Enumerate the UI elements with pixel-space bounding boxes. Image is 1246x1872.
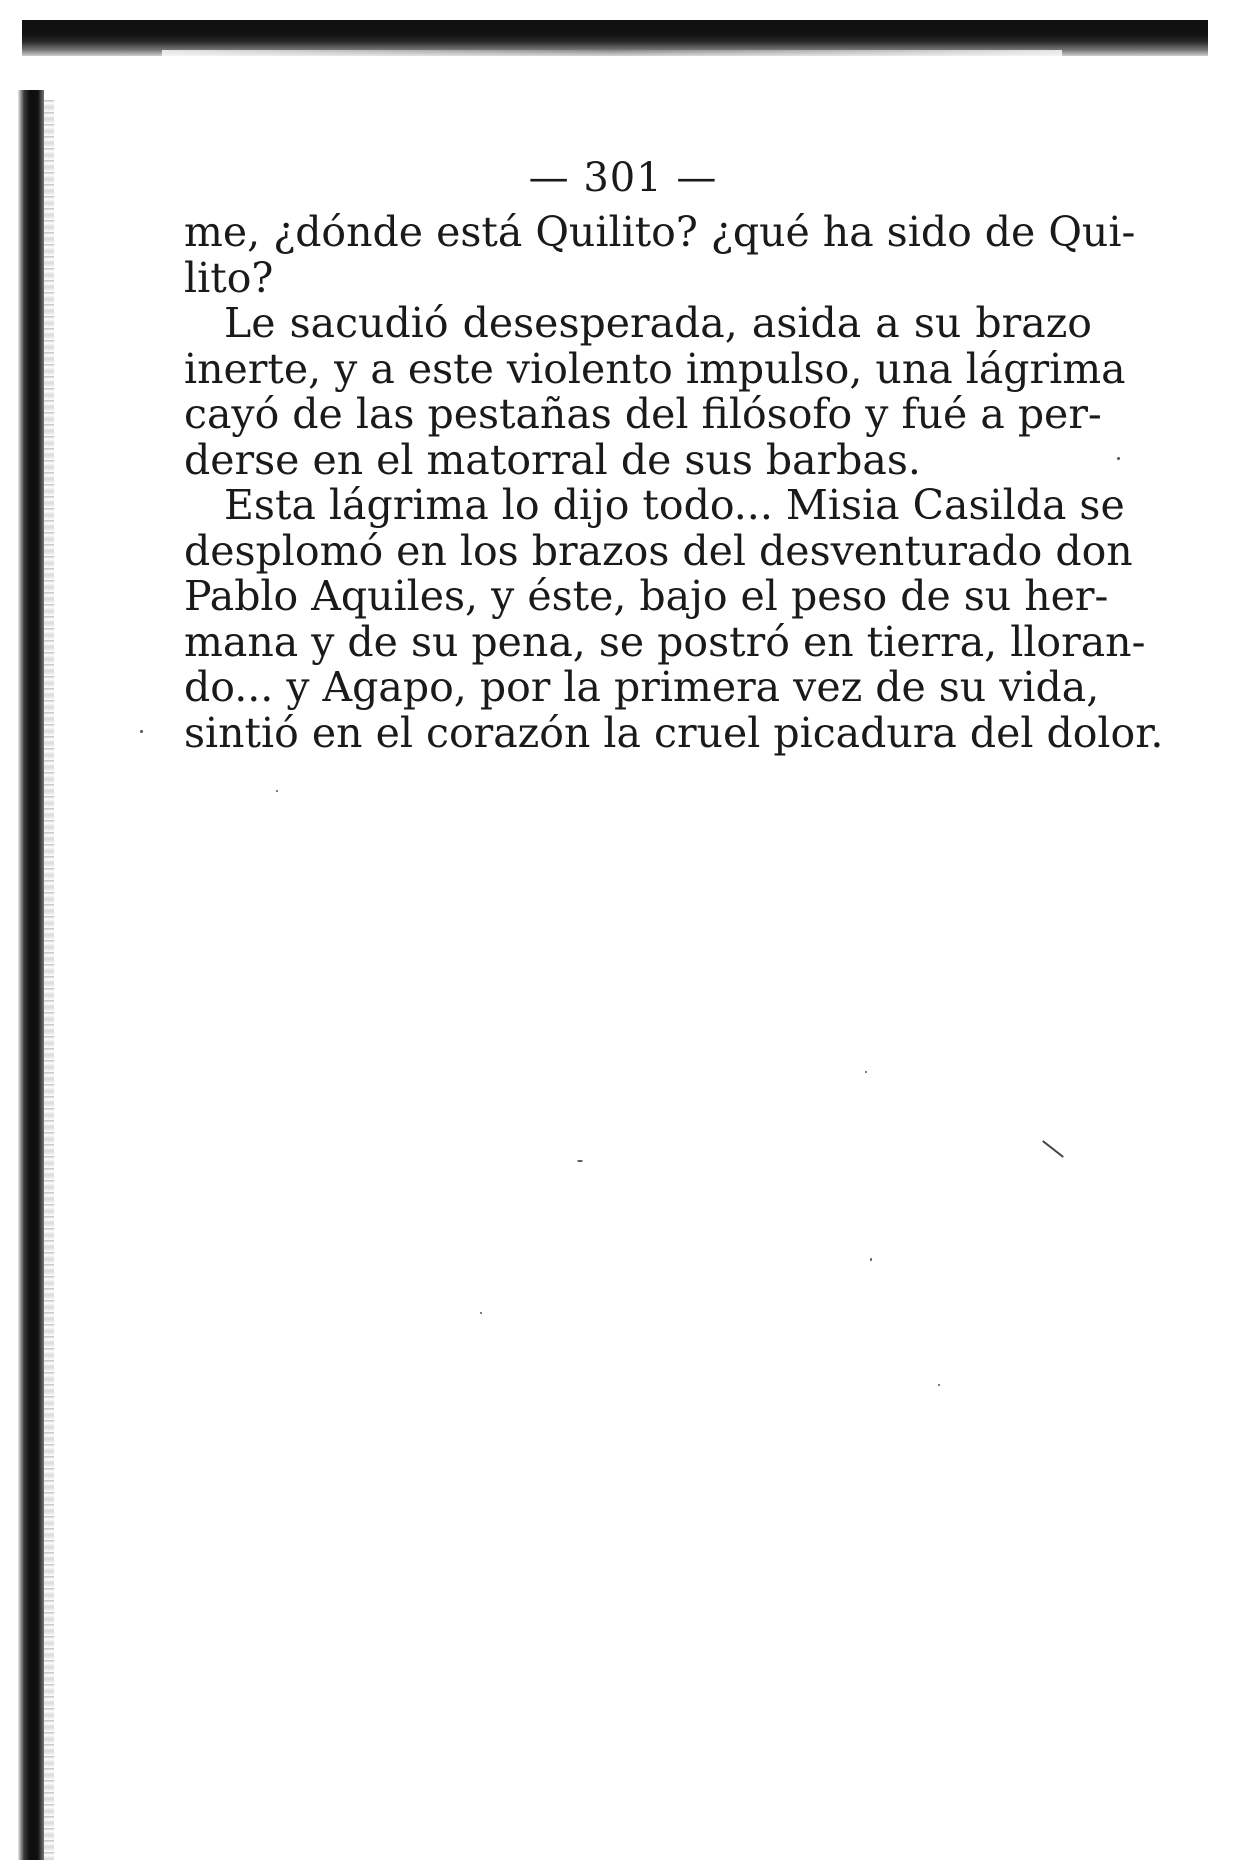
text-line: Esta lágrima lo dijo todo... Misia Casilda se bbox=[224, 481, 1125, 529]
scan-speck bbox=[938, 1384, 940, 1386]
scan-top-border bbox=[22, 20, 1208, 56]
scan-speck bbox=[865, 1071, 867, 1073]
scan-speck bbox=[140, 730, 143, 733]
scan-top-border-fade bbox=[162, 50, 1062, 56]
text-line: sintió en el corazón la cruel picadura del dolor. bbox=[184, 708, 1164, 757]
scan-speck bbox=[870, 1258, 872, 1261]
text-line: mana y de su pena, se postró en tierra, lloran- bbox=[184, 617, 1146, 666]
scan-left-speckle bbox=[44, 100, 54, 1860]
text-line: Pablo Aquiles, y éste, bajo el peso de su her- bbox=[184, 572, 1109, 620]
text-line: inerte, y a este violento impulso, una lágrima bbox=[184, 344, 1126, 393]
body-text bbox=[184, 208, 1164, 757]
text-line: derse en el matorral de sus barbas. bbox=[184, 435, 921, 484]
text-line: lito? bbox=[184, 253, 274, 302]
scan-scratch bbox=[1042, 1140, 1064, 1158]
scan-speck bbox=[1117, 457, 1120, 460]
scan-speck bbox=[480, 1312, 482, 1314]
text-line: cayó de las pestañas del filósofo y fué a per- bbox=[184, 390, 1102, 438]
scan-speck bbox=[276, 790, 278, 792]
scan-left-border bbox=[18, 90, 44, 1860]
page-number: — 301 — bbox=[528, 155, 718, 201]
text-line: desplomó en los brazos del desventurado don bbox=[184, 526, 1133, 575]
scan-speck bbox=[577, 1160, 583, 1162]
text-line: Le sacudió desesperada, asida a su brazo bbox=[224, 299, 1092, 347]
text-line: me, ¿dónde está Quilito? ¿qué ha sido de Qui- bbox=[184, 208, 1136, 256]
text-line: do... y Agapo, por la primera vez de su vida, bbox=[184, 663, 1100, 711]
